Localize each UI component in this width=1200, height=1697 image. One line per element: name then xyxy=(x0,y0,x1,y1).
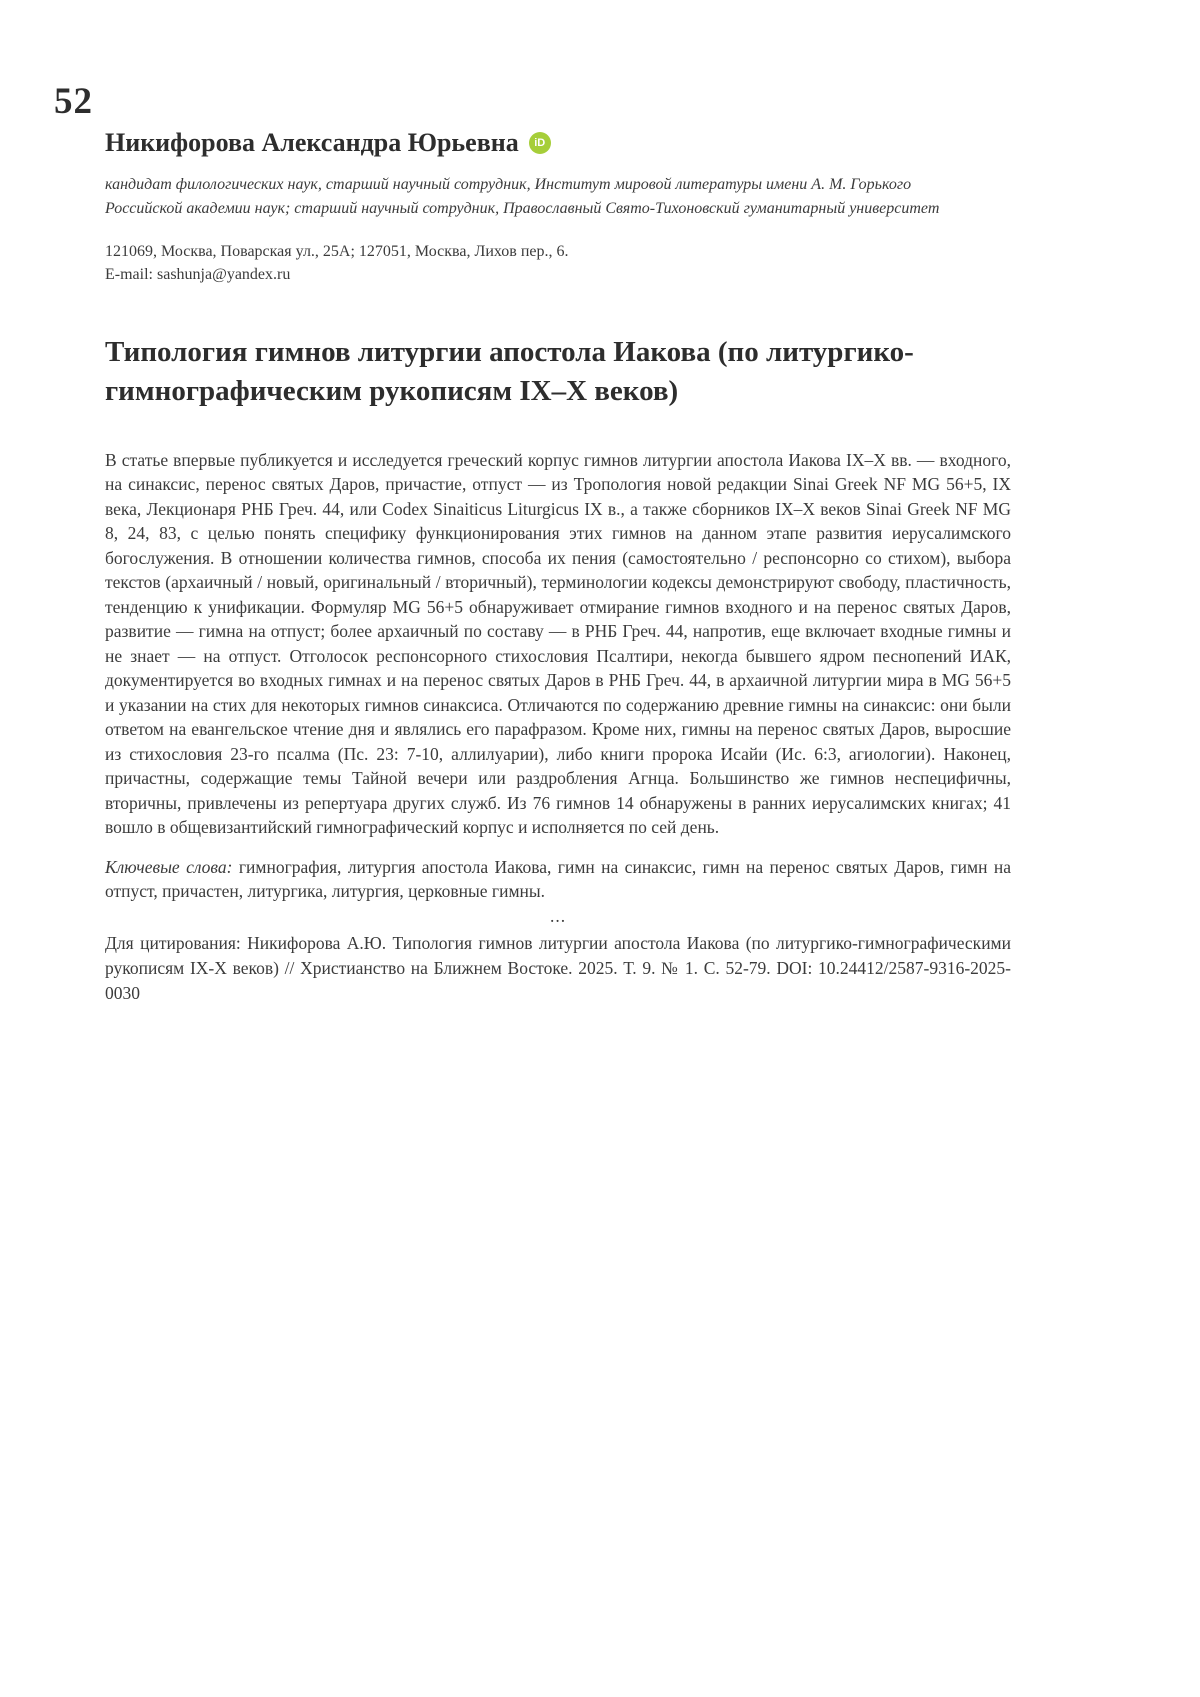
email-value[interactable]: sashunja@yandex.ru xyxy=(156,266,291,284)
orcid-icon[interactable]: iD xyxy=(529,132,551,154)
page-number: 52 xyxy=(54,81,93,122)
author-affiliation: кандидат филологических наук, старший научный сотрудник, Институт мировой литературы имени А. М. Горького Российской академии наук; старший научный сотрудник, Православный Свято-Тихоновский гуманитарный университет xyxy=(105,176,940,217)
section-separator: ... xyxy=(549,905,567,926)
abstract-text: В статье впервые публикуется и исследуется греческий корпус гимнов литургии апостола Иакова IX–X вв. — входного, на синаксис, перенос святых Даров, причастие, отпуст — из Тропология новой редакции Sinai Greek NF MG 56+5, IX века, Лекционаря РНБ Греч. 44, или Codex Sinaiticus Liturgicus IX в., а также сборников IX–X веков Sinai Greek NF MG 8, 24, 83, с целью понять специфику функционирования этих гимнов на данном этапе развития иерусалимского богослужения. В отношении количества гимнов, способа их пения (самостоятельно / респонсорно со стихом), выбора текстов (архаичный / новый, оригинальный / вторичный), терминологии кодексы демонстрируют свободу, пластичность, тенденцию к унификации. Формуляр MG 56+5 обнаруживает отмирание гимнов входного и на перенос святых Даров, развитие — гимна на отпуст; более архаичный по составу — в РНБ Греч. 44, напротив, еще включает входные гимны и не знает — на отпуст. Отголосок респонсорного стихословия Псалтири, некогда бывшего ядром песнопений ИАК, документируется во входных гимнах и на перенос святых Даров в РНБ Греч. 44, в архаичной литургии мира в MG 56+5 и указании на стих для некоторых гимнов синаксиса. Отличаются по содержанию древние гимны на синаксис: они были ответом на евангельское чтение дня и являлись его парафразом. Кроме них, гимны на перенос святых Даров, выросшие из стихословия 23-го псалма (Пс. 23: 7-10, аллилуарии), либо книги пророка Исайи (Ис. 6:3, агиологии). Наконец, причастны, содержащие темы Тайной вечери или раздробления Агнца. Большинство же гимнов неспецифичны, вторичны, привлечены из репертуара других служб. Из 76 гимнов 14 обнаружены в ранних иерусалимских книгах; 41 вошло в общевизантийский гимнографический корпус и исполняется по сей день. xyxy=(105,449,1011,837)
author-address: 121069, Москва, Поварская ул., 25А; 127051, Москва, Лихов пер., 6. xyxy=(105,243,569,260)
citation-text: Никифорова А.Ю. Типология гимнов литургии апостола Иакова (по литургико-гимнографическими рукописям IX-X веков) // Христианство на Ближнем Востоке. 2025. Т. 9. № 1. С. 52-79. DOI: 10.24412/2587-9316-2025-0030 xyxy=(105,932,1011,1004)
author-email-line xyxy=(105,263,1011,286)
citation-block xyxy=(105,931,1011,1007)
author-contact xyxy=(105,240,1011,286)
author-row xyxy=(105,128,1011,158)
article-title: Типология гимнов литургии апостола Иакова (по литургико-гимнографическим рукописям IX–X веков) xyxy=(105,336,914,407)
email-label: E-mail: xyxy=(105,266,157,284)
author-name: Никифорова Александра Юрьевна xyxy=(105,128,519,157)
keywords-text: гимнография, литургия апостола Иакова, гимн на синаксис, гимн на перенос святых Даров, гимн на отпуст, причастен, литургика, литургия, церковные гимны. xyxy=(105,856,1012,901)
keywords-label: Ключевые слова: xyxy=(105,856,233,877)
article-content xyxy=(105,128,1011,1007)
citation-label: Для цитирования: xyxy=(105,932,241,953)
author-header xyxy=(105,128,1011,286)
keywords-block xyxy=(105,855,1011,904)
